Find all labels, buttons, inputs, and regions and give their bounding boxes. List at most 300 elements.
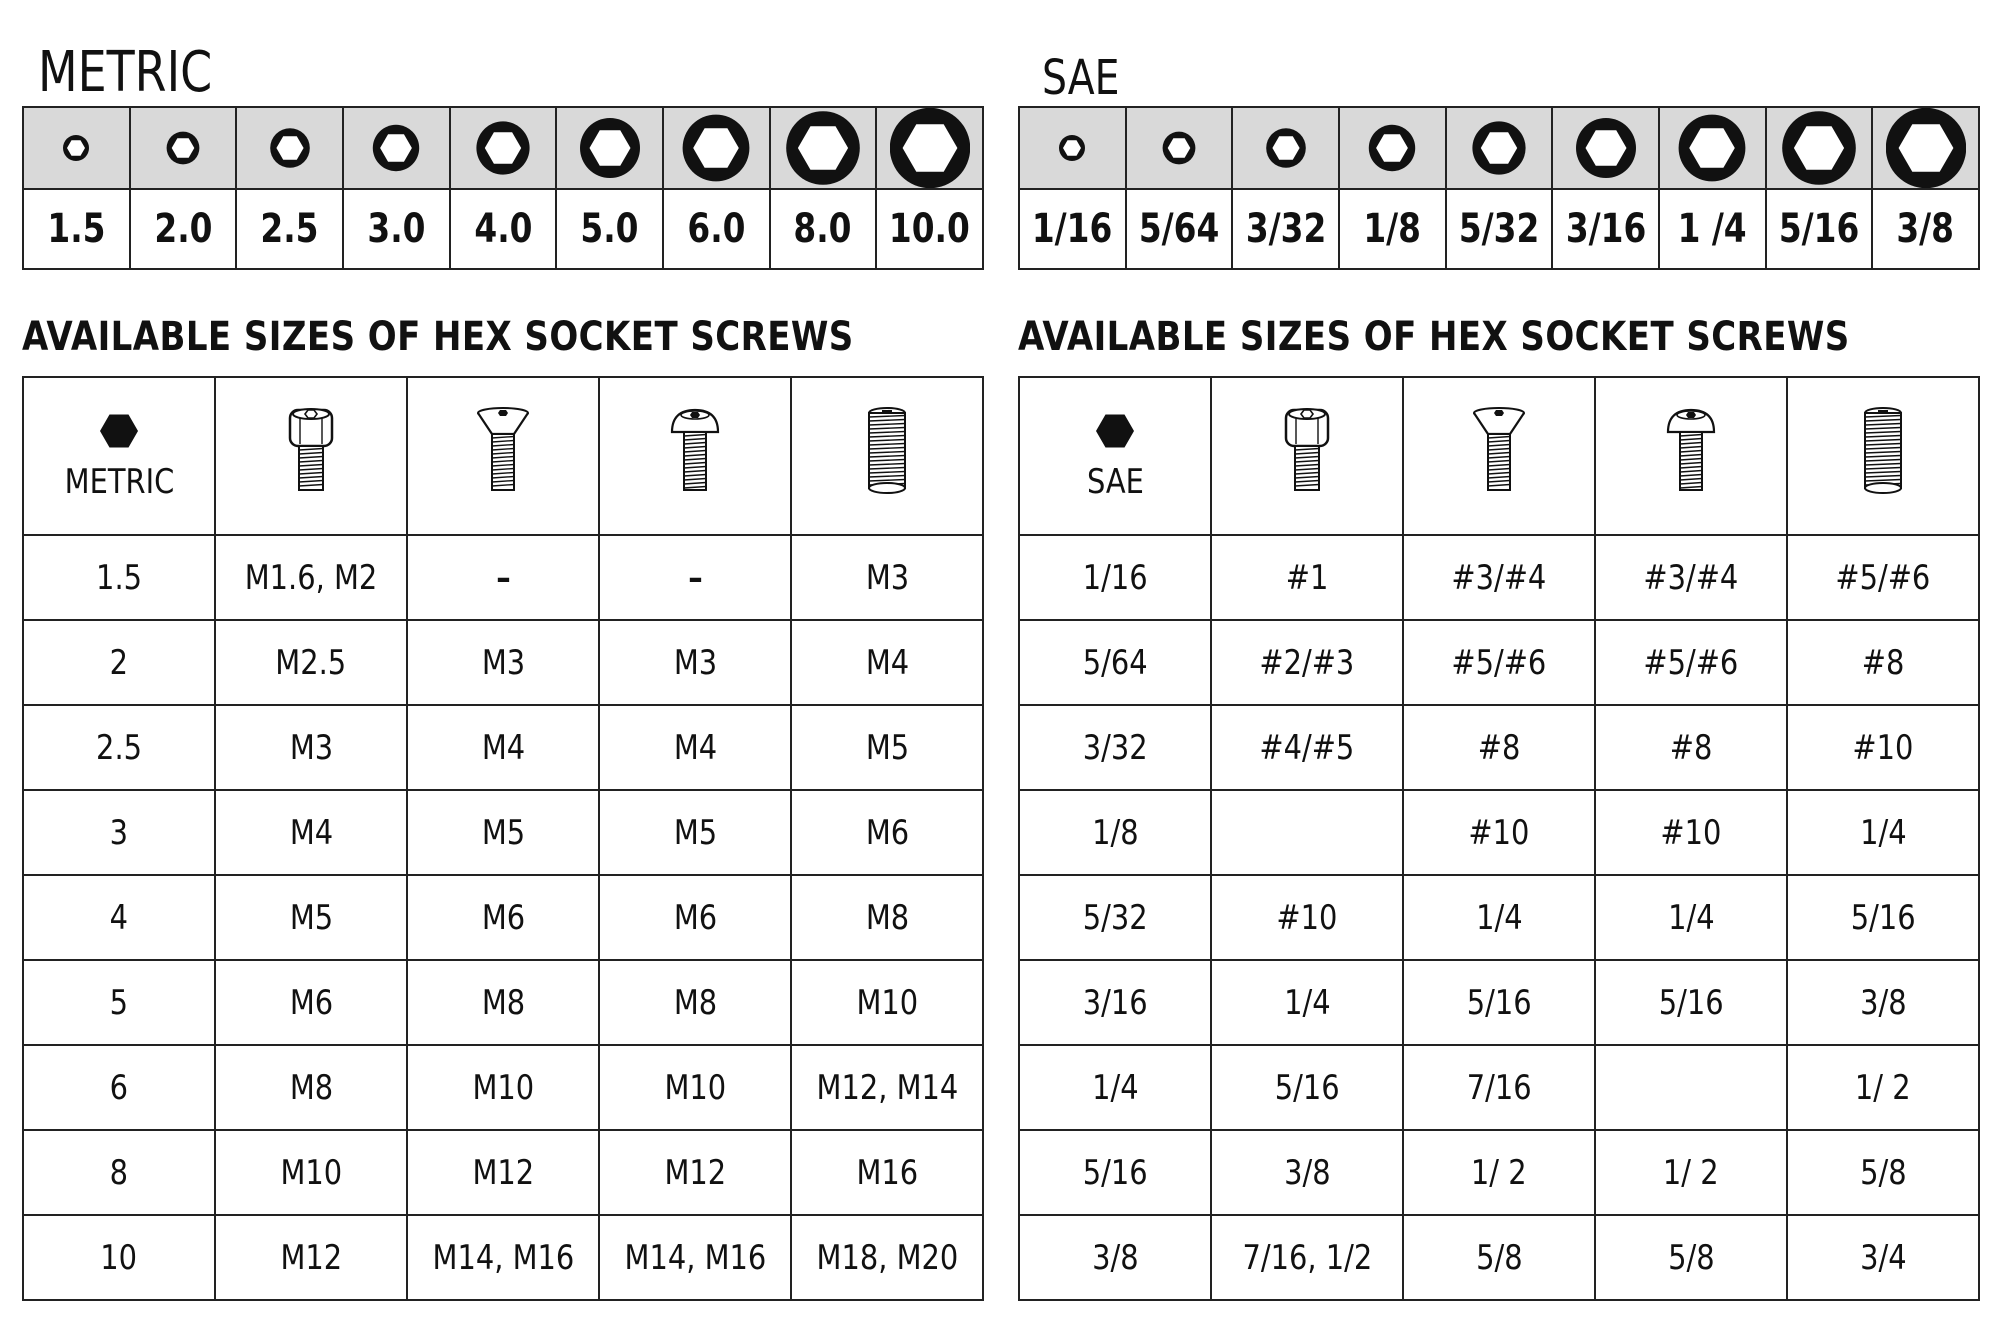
table-cell bbox=[1403, 620, 1595, 705]
table-cell bbox=[23, 960, 215, 1045]
hex-size-value: 3/32 bbox=[1082, 727, 1148, 768]
metric-size-row bbox=[23, 189, 983, 269]
table-cell bbox=[1595, 960, 1787, 1045]
table-cell bbox=[23, 705, 215, 790]
table-cell bbox=[1019, 1045, 1211, 1130]
table-cell bbox=[1595, 620, 1787, 705]
sae-size-value bbox=[1872, 189, 1979, 269]
screw-size-value: M14, M16 bbox=[432, 1237, 574, 1278]
metric-size-icon-cell bbox=[556, 107, 663, 189]
metric-size-value bbox=[770, 189, 877, 269]
table-cell bbox=[1403, 875, 1595, 960]
hex-size-value: 6 bbox=[109, 1067, 129, 1108]
sae-section-heading: AVAILABLE SIZES OF HEX SOCKET SCREWS bbox=[1018, 314, 1850, 360]
metric-header-cell bbox=[407, 377, 599, 535]
hex-socket-icon bbox=[1139, 108, 1219, 188]
screw-size-value: M2.5 bbox=[275, 642, 347, 683]
screw-size-value: 5/8 bbox=[1475, 1237, 1523, 1278]
table-cell bbox=[1019, 1130, 1211, 1215]
table-row bbox=[1019, 875, 1979, 960]
table-cell bbox=[1211, 705, 1403, 790]
table-cell bbox=[1211, 790, 1403, 875]
metric-header-cell bbox=[23, 377, 215, 535]
table-cell bbox=[599, 1215, 791, 1300]
metric-size-label: 1.5 bbox=[47, 206, 106, 252]
metric-size-icon-cell bbox=[236, 107, 343, 189]
table-cell bbox=[1019, 875, 1211, 960]
table-cell bbox=[791, 790, 983, 875]
table-row bbox=[1019, 705, 1979, 790]
screw-size-value: M16 bbox=[856, 1152, 918, 1193]
screw-size-value: #4/#5 bbox=[1259, 727, 1355, 768]
screw-size-value: #8 bbox=[1669, 727, 1713, 768]
screw-size-value: M3 bbox=[865, 557, 909, 598]
sae-size-icon-cell bbox=[1232, 107, 1339, 189]
sae-size-icon-cell bbox=[1872, 107, 1979, 189]
hex-size-value: 5/32 bbox=[1082, 897, 1148, 938]
metric-size-strip bbox=[22, 106, 984, 270]
metric-size-value bbox=[450, 189, 557, 269]
screw-size-value: #10 bbox=[1660, 812, 1722, 853]
flat-head-screw-icon bbox=[468, 404, 538, 500]
table-row bbox=[1019, 620, 1979, 705]
table-row bbox=[23, 620, 983, 705]
sae-size-value bbox=[1232, 189, 1339, 269]
metric-size-value bbox=[663, 189, 770, 269]
metric-size-value bbox=[876, 189, 983, 269]
hex-socket-icon bbox=[570, 108, 650, 188]
sae-size-value bbox=[1766, 189, 1873, 269]
screw-size-value: – bbox=[495, 557, 511, 598]
table-cell bbox=[1211, 620, 1403, 705]
screw-size-value: 7/16 bbox=[1466, 1067, 1532, 1108]
table-cell bbox=[407, 535, 599, 620]
sae-size-label: 5/32 bbox=[1458, 206, 1540, 252]
metric-size-label: 6.0 bbox=[687, 206, 746, 252]
table-cell bbox=[407, 705, 599, 790]
hex-size-value: 5 bbox=[109, 982, 129, 1023]
hex-key-icon bbox=[97, 411, 141, 451]
table-cell bbox=[1787, 1130, 1979, 1215]
sae-size-label: 1/16 bbox=[1032, 206, 1113, 252]
table-cell bbox=[23, 875, 215, 960]
screw-size-value: M10 bbox=[472, 1067, 534, 1108]
table-cell bbox=[23, 535, 215, 620]
metric-size-icon-cell bbox=[130, 107, 237, 189]
metric-size-value bbox=[23, 189, 130, 269]
screw-size-value: M3 bbox=[673, 642, 717, 683]
table-cell bbox=[599, 1130, 791, 1215]
sae-size-icon-cell bbox=[1446, 107, 1553, 189]
metric-size-label: 3.0 bbox=[367, 206, 426, 252]
table-cell bbox=[791, 875, 983, 960]
table-row bbox=[23, 790, 983, 875]
metric-size-value bbox=[130, 189, 237, 269]
metric-size-label: 5.0 bbox=[580, 206, 639, 252]
table-cell bbox=[1211, 535, 1403, 620]
screw-size-value: 5/16 bbox=[1466, 982, 1532, 1023]
metric-table-header-row bbox=[23, 377, 983, 535]
table-cell bbox=[1019, 705, 1211, 790]
table-cell bbox=[791, 1045, 983, 1130]
sae-header-cell bbox=[1211, 377, 1403, 535]
table-cell bbox=[791, 620, 983, 705]
table-row bbox=[1019, 535, 1979, 620]
metric-size-label: 2.0 bbox=[153, 206, 213, 252]
hex-socket-icon bbox=[676, 108, 756, 188]
screw-size-value: #2/#3 bbox=[1259, 642, 1355, 683]
hex-size-value: 1.5 bbox=[96, 557, 142, 598]
hex-socket-icon bbox=[890, 108, 970, 188]
sae-title: SAE bbox=[1042, 50, 1120, 106]
screw-size-value: M4 bbox=[289, 812, 333, 853]
table-row bbox=[23, 875, 983, 960]
button-head-screw-icon bbox=[1656, 404, 1726, 500]
set-screw-icon bbox=[852, 404, 922, 500]
sae-size-label: 5/64 bbox=[1138, 206, 1220, 252]
sae-size-label: 3/32 bbox=[1245, 206, 1326, 252]
table-cell bbox=[215, 875, 407, 960]
socket-head-cap-screw-icon bbox=[276, 404, 346, 500]
table-cell bbox=[1403, 1045, 1595, 1130]
hex-size-value: 3/16 bbox=[1082, 982, 1148, 1023]
table-cell bbox=[1787, 790, 1979, 875]
screw-size-value: M3 bbox=[289, 727, 333, 768]
screw-size-value: 1/ 2 bbox=[1663, 1152, 1719, 1193]
table-row bbox=[1019, 1045, 1979, 1130]
screw-size-value: M5 bbox=[673, 812, 717, 853]
sae-size-label: 1/8 bbox=[1363, 206, 1422, 252]
hex-size-value: 4 bbox=[109, 897, 129, 938]
metric-size-icon-cell bbox=[876, 107, 983, 189]
table-cell bbox=[215, 960, 407, 1045]
screw-size-value: 7/16, 1/2 bbox=[1242, 1237, 1372, 1278]
table-cell bbox=[1019, 790, 1211, 875]
sae-size-icon-cell bbox=[1126, 107, 1233, 189]
table-row bbox=[1019, 960, 1979, 1045]
sae-header-cell bbox=[1595, 377, 1787, 535]
sae-size-icon-cell bbox=[1659, 107, 1766, 189]
table-cell bbox=[1019, 960, 1211, 1045]
hex-size-value: 1/4 bbox=[1091, 1067, 1139, 1108]
metric-title: METRIC bbox=[38, 40, 213, 105]
sae-size-value bbox=[1552, 189, 1659, 269]
screw-size-value: M4 bbox=[481, 727, 525, 768]
metric-size-label: 4.0 bbox=[473, 206, 532, 252]
table-cell bbox=[791, 705, 983, 790]
hex-socket-icon bbox=[783, 108, 863, 188]
screw-size-value: #5/#6 bbox=[1835, 557, 1931, 598]
sae-header-cell bbox=[1019, 377, 1211, 535]
sae-size-value bbox=[1659, 189, 1766, 269]
screw-size-value: 5/16 bbox=[1658, 982, 1724, 1023]
screw-size-value: M10 bbox=[664, 1067, 726, 1108]
table-cell bbox=[215, 1045, 407, 1130]
sae-size-icon-cell bbox=[1766, 107, 1873, 189]
screw-size-value: #10 bbox=[1852, 727, 1914, 768]
screw-size-value: #3/#4 bbox=[1643, 557, 1739, 598]
sae-header-cell bbox=[1403, 377, 1595, 535]
table-cell bbox=[407, 1045, 599, 1130]
screw-size-value: M5 bbox=[865, 727, 909, 768]
sae-size-label: 5/16 bbox=[1778, 206, 1860, 252]
screw-size-value: M6 bbox=[865, 812, 909, 853]
screw-size-value: M12, M14 bbox=[816, 1067, 958, 1108]
metric-size-icon-cell bbox=[343, 107, 450, 189]
hex-socket-icon bbox=[143, 108, 223, 188]
sae-header-label: SAE bbox=[1086, 461, 1144, 502]
table-row bbox=[1019, 790, 1979, 875]
hex-socket-icon bbox=[1032, 108, 1112, 188]
hex-size-value: 5/16 bbox=[1082, 1152, 1148, 1193]
table-cell bbox=[407, 1215, 599, 1300]
screw-size-value: 1/4 bbox=[1667, 897, 1715, 938]
table-cell bbox=[791, 960, 983, 1045]
hex-socket-icon bbox=[356, 108, 436, 188]
metric-size-icon-cell bbox=[770, 107, 877, 189]
metric-section-heading: AVAILABLE SIZES OF HEX SOCKET SCREWS bbox=[22, 314, 854, 360]
screw-size-value: M10 bbox=[856, 982, 918, 1023]
screw-size-value: M12 bbox=[472, 1152, 534, 1193]
table-cell bbox=[1787, 1045, 1979, 1130]
metric-size-value bbox=[236, 189, 343, 269]
metric-header-label: METRIC bbox=[64, 461, 174, 502]
sae-size-label: 1 /4 bbox=[1677, 206, 1747, 252]
screw-size-value: – bbox=[687, 557, 703, 598]
metric-screw-table bbox=[22, 376, 984, 1301]
table-row bbox=[23, 705, 983, 790]
hex-socket-icon bbox=[1779, 108, 1859, 188]
table-row bbox=[23, 1045, 983, 1130]
metric-icon-row bbox=[23, 107, 983, 189]
screw-size-value: M5 bbox=[481, 812, 525, 853]
sae-size-value bbox=[1446, 189, 1553, 269]
table-row bbox=[1019, 1215, 1979, 1300]
screw-size-value: M8 bbox=[289, 1067, 333, 1108]
screw-size-value: M6 bbox=[481, 897, 525, 938]
hex-socket-icon bbox=[1672, 108, 1752, 188]
socket-head-cap-screw-icon bbox=[1272, 404, 1342, 500]
table-cell bbox=[1019, 620, 1211, 705]
sae-size-label: 3/16 bbox=[1565, 206, 1646, 252]
metric-size-value bbox=[343, 189, 450, 269]
metric-size-icon-cell bbox=[663, 107, 770, 189]
screw-size-value: 3/4 bbox=[1859, 1237, 1907, 1278]
table-cell bbox=[23, 620, 215, 705]
table-cell bbox=[23, 1045, 215, 1130]
table-cell bbox=[599, 960, 791, 1045]
screw-size-value: M4 bbox=[673, 727, 717, 768]
sae-header-cell bbox=[1787, 377, 1979, 535]
table-row bbox=[23, 535, 983, 620]
table-cell bbox=[1787, 620, 1979, 705]
table-cell bbox=[1595, 705, 1787, 790]
metric-header-cell bbox=[215, 377, 407, 535]
table-cell bbox=[1595, 535, 1787, 620]
table-cell bbox=[599, 620, 791, 705]
hex-socket-icon bbox=[1566, 108, 1646, 188]
hex-size-value: 3 bbox=[109, 812, 129, 853]
metric-size-value bbox=[556, 189, 663, 269]
metric-size-label: 8.0 bbox=[793, 206, 852, 252]
screw-size-value: #5/#6 bbox=[1451, 642, 1547, 683]
hex-socket-icon bbox=[1352, 108, 1432, 188]
screw-size-value: M6 bbox=[289, 982, 333, 1023]
table-cell bbox=[1595, 1215, 1787, 1300]
hex-size-value: 1/8 bbox=[1091, 812, 1139, 853]
screw-size-value: 1/4 bbox=[1859, 812, 1907, 853]
screw-size-value: M8 bbox=[865, 897, 909, 938]
table-cell bbox=[1787, 1215, 1979, 1300]
table-cell bbox=[1403, 535, 1595, 620]
screw-size-value: #10 bbox=[1276, 897, 1338, 938]
flat-head-screw-icon bbox=[1464, 404, 1534, 500]
table-cell bbox=[1595, 1045, 1787, 1130]
screw-size-value: 5/8 bbox=[1859, 1152, 1907, 1193]
table-cell bbox=[599, 790, 791, 875]
table-cell bbox=[1787, 875, 1979, 960]
screw-size-value: M1.6, M2 bbox=[244, 557, 378, 598]
sae-size-row bbox=[1019, 189, 1979, 269]
screw-size-value: #8 bbox=[1477, 727, 1521, 768]
sae-size-value bbox=[1019, 189, 1126, 269]
table-cell bbox=[599, 705, 791, 790]
table-cell bbox=[1787, 535, 1979, 620]
sae-size-strip bbox=[1018, 106, 1980, 270]
sae-screw-table bbox=[1018, 376, 1980, 1301]
screw-size-value: M4 bbox=[865, 642, 909, 683]
table-cell bbox=[1595, 875, 1787, 960]
hex-size-value: 5/64 bbox=[1082, 642, 1148, 683]
hex-size-value: 2.5 bbox=[96, 727, 142, 768]
table-row bbox=[1019, 1130, 1979, 1215]
table-cell bbox=[599, 1045, 791, 1130]
table-cell bbox=[1403, 1130, 1595, 1215]
metric-size-icon-cell bbox=[450, 107, 557, 189]
screw-size-value: #3/#4 bbox=[1451, 557, 1547, 598]
table-cell bbox=[215, 790, 407, 875]
table-cell bbox=[215, 1130, 407, 1215]
table-cell bbox=[215, 620, 407, 705]
table-cell bbox=[23, 1130, 215, 1215]
table-cell bbox=[1787, 705, 1979, 790]
sae-size-value bbox=[1126, 189, 1233, 269]
set-screw-icon bbox=[1848, 404, 1918, 500]
table-cell bbox=[407, 960, 599, 1045]
table-cell bbox=[1211, 960, 1403, 1045]
screw-size-value: M18, M20 bbox=[816, 1237, 958, 1278]
table-cell bbox=[599, 535, 791, 620]
hex-size-value: 2 bbox=[109, 642, 129, 683]
screw-size-value: 1/4 bbox=[1475, 897, 1523, 938]
hex-size-value: 1/16 bbox=[1082, 557, 1148, 598]
table-cell bbox=[1403, 705, 1595, 790]
screw-size-value: 1/ 2 bbox=[1855, 1067, 1911, 1108]
hex-size-value: 3/8 bbox=[1091, 1237, 1139, 1278]
table-cell bbox=[215, 1215, 407, 1300]
screw-size-value: M8 bbox=[673, 982, 717, 1023]
screw-size-value: 1/4 bbox=[1283, 982, 1331, 1023]
table-cell bbox=[1403, 960, 1595, 1045]
hex-socket-icon bbox=[1886, 108, 1966, 188]
table-cell bbox=[407, 875, 599, 960]
sae-size-icon-cell bbox=[1019, 107, 1126, 189]
table-cell bbox=[1403, 1215, 1595, 1300]
table-cell bbox=[1595, 790, 1787, 875]
hex-key-icon bbox=[1093, 411, 1137, 451]
screw-size-value: #8 bbox=[1861, 642, 1905, 683]
sae-table-header-row bbox=[1019, 377, 1979, 535]
table-cell bbox=[23, 790, 215, 875]
metric-header-cell bbox=[791, 377, 983, 535]
table-cell bbox=[215, 535, 407, 620]
metric-size-label: 10.0 bbox=[889, 206, 971, 252]
hex-socket-icon bbox=[250, 108, 330, 188]
table-row bbox=[23, 1215, 983, 1300]
table-row bbox=[23, 1130, 983, 1215]
table-cell bbox=[791, 1130, 983, 1215]
metric-size-icon-cell bbox=[23, 107, 130, 189]
table-cell bbox=[791, 535, 983, 620]
screw-size-value: M12 bbox=[280, 1237, 342, 1278]
screw-size-value: M10 bbox=[280, 1152, 342, 1193]
screw-size-value: 5/8 bbox=[1667, 1237, 1715, 1278]
screw-size-value: #1 bbox=[1285, 557, 1329, 598]
table-cell bbox=[599, 875, 791, 960]
screw-size-value: M14, M16 bbox=[624, 1237, 766, 1278]
table-cell bbox=[1211, 1045, 1403, 1130]
button-head-screw-icon bbox=[660, 404, 730, 500]
screw-size-value: M5 bbox=[289, 897, 333, 938]
screw-size-value: M12 bbox=[664, 1152, 726, 1193]
metric-size-label: 2.5 bbox=[260, 206, 319, 252]
table-cell bbox=[23, 1215, 215, 1300]
hex-socket-icon bbox=[1246, 108, 1326, 188]
screw-size-value: M8 bbox=[481, 982, 525, 1023]
hex-socket-icon bbox=[463, 108, 543, 188]
table-cell bbox=[791, 1215, 983, 1300]
table-cell bbox=[1787, 960, 1979, 1045]
screw-size-value: 1/ 2 bbox=[1471, 1152, 1527, 1193]
table-cell bbox=[1595, 1130, 1787, 1215]
screw-size-value: 3/8 bbox=[1283, 1152, 1331, 1193]
table-cell bbox=[1211, 1215, 1403, 1300]
table-cell bbox=[1211, 875, 1403, 960]
table-cell bbox=[407, 620, 599, 705]
screw-size-value: M3 bbox=[481, 642, 525, 683]
table-cell bbox=[1019, 535, 1211, 620]
table-cell bbox=[1019, 1215, 1211, 1300]
screw-size-value: M6 bbox=[673, 897, 717, 938]
table-cell bbox=[1211, 1130, 1403, 1215]
screw-size-value: 3/8 bbox=[1859, 982, 1907, 1023]
metric-header-cell bbox=[599, 377, 791, 535]
screw-size-value: #10 bbox=[1468, 812, 1530, 853]
hex-socket-icon bbox=[36, 108, 116, 188]
table-cell bbox=[407, 790, 599, 875]
table-cell bbox=[1403, 790, 1595, 875]
table-cell bbox=[407, 1130, 599, 1215]
hex-socket-icon bbox=[1459, 108, 1539, 188]
sae-size-icon-cell bbox=[1552, 107, 1659, 189]
screw-size-value: #5/#6 bbox=[1643, 642, 1739, 683]
sae-size-label: 3/8 bbox=[1896, 206, 1955, 252]
hex-size-value: 10 bbox=[100, 1237, 138, 1278]
sae-icon-row bbox=[1019, 107, 1979, 189]
screw-size-value: 5/16 bbox=[1850, 897, 1916, 938]
table-row bbox=[23, 960, 983, 1045]
sae-size-value bbox=[1339, 189, 1446, 269]
